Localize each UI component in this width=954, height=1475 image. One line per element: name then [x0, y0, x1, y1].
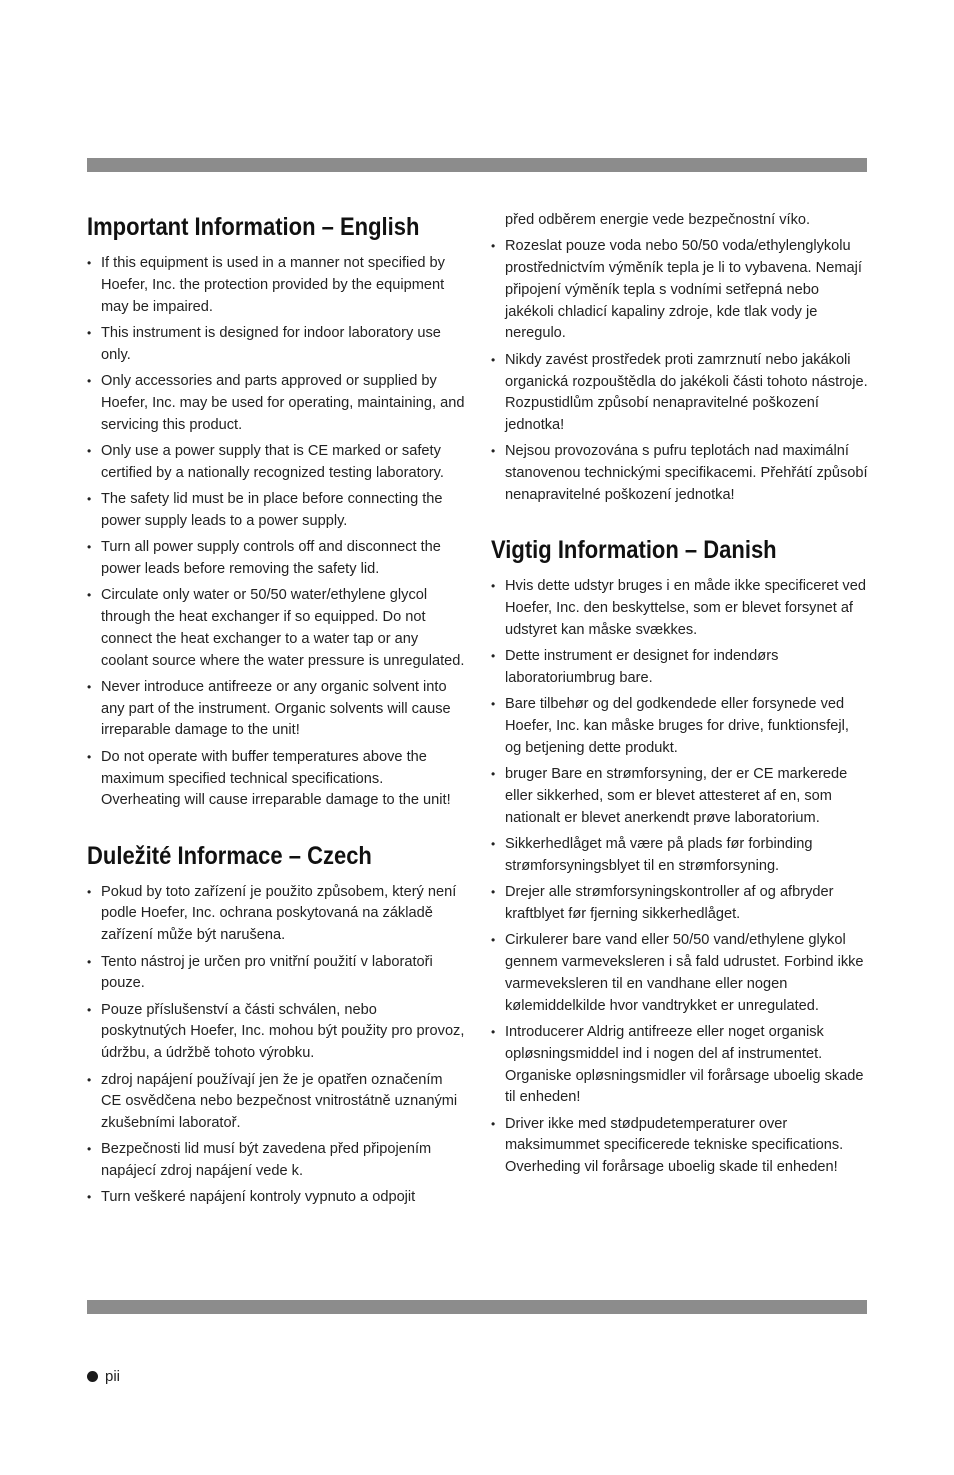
- list-item: • If this equipment is used in a manner not specified by Hoefer, Inc. the protection provided by the equipment may be impaired.: [87, 253, 465, 318]
- list-item: • Tento nástroj je určen pro vnitřní použití v laboratoři pouze.: [87, 952, 465, 996]
- list-item: • Nikdy zavést prostředek proti zamrznutí nebo jakákoli organická rozpouštědla do jakékoli části tohoto nástroje. Rozpustidlům způsobí nenapravitelné poškození jednotka!: [491, 350, 869, 437]
- list-item: • Introducerer Aldrig antifreeze eller noget organisk opløsningsmiddel ind i nogen del af instrumentet. Organiske opløsningsmidler vil forårsage uboelig skade til enheden!: [491, 1022, 869, 1109]
- bottom-rule: [87, 1300, 867, 1314]
- list-item: • Sikkerhedlåget må være på plads før forbinding strømforsyningsblyet til en strømforsyning.: [491, 834, 869, 878]
- danish-heading: Vigtig Information – Danish: [491, 536, 777, 565]
- list-item: • Turn veškeré napájení kontroly vypnuto a odpojit: [87, 1187, 465, 1209]
- list-item: • Hvis dette udstyr bruges i en måde ikke specificeret ved Hoefer, Inc. den beskyttelse, som er blevet forsynet af udstyret kan måske svækkes.: [491, 576, 869, 641]
- english-heading: Important Information – English: [87, 213, 420, 241]
- list-item: • zdroj napájení používají jen že je opatřen označením CE osvědčena nebo bezpečnost vnitrostátně uznanými zkušebními laboratoř.: [87, 1070, 465, 1135]
- right-column: [491, 210, 869, 1184]
- list-item: • Never introduce antifreeze or any organic solvent into any part of the instrument. Organic solvents will cause irreparable damage to the unit!: [87, 677, 465, 742]
- czech-heading: Duležité Informace – Czech: [87, 841, 372, 870]
- list-item: • bruger Bare en strømforsyning, der er CE markerede eller sikkerhed, som er blevet attesteret af en, som nationalt er blevet anerkendt prøve laboratorium.: [491, 764, 869, 829]
- list-item: • Cirkulerer bare vand eller 50/50 vand/ethylene glykol gennem varmeveksleren i så fald udrustet. Forbind ikke varmeveksleren til en vandhane eller nogen kølemiddelkilde hvor vandtrykket er unregulated.: [491, 930, 869, 1017]
- list-item: • Only accessories and parts approved or supplied by Hoefer, Inc. may be used for operating, maintaining, and servicing this product.: [87, 371, 465, 436]
- list-item: • Rozeslat pouze voda nebo 50/50 voda/ethylenglykolu prostřednictvím výměník tepla je li to vybavena. Nemají připojení výměník tepla s vodními setřepná nebo jakékoli chladicí kapaliny zdroje, kde tlak vody je neregulo.: [491, 236, 869, 345]
- list-item: • Turn all power supply controls off and disconnect the power leads before removing the safety lid.: [87, 537, 465, 581]
- list-item-continued: před odběrem energie vede bezpečnostní víko.: [505, 212, 811, 228]
- left-column: [87, 210, 465, 1214]
- list-item: • Dette instrument er designet for indendørs laboratoriumbrug bare.: [491, 646, 869, 690]
- list-item: • Driver ikke med stødpudetemperaturer over maksimummet specificerede tekniske specifications. Overheding vil forårsage uboelig skade til enheden!: [491, 1114, 869, 1179]
- list-item: • Bare tilbehør og del godkendede eller forsynede ved Hoefer, Inc. kan måske bruges for drive, funktionsfejl, og betjening dette produkt.: [491, 694, 869, 759]
- list-item: • Circulate only water or 50/50 water/ethylene glycol through the heat exchanger if so equipped. Do not connect the heat exchanger to a water tap or any coolant source where the water pressure is unregulated.: [87, 585, 465, 672]
- danish-list: [491, 576, 869, 1179]
- list-item: • Nejsou provozována s pufru teplotách nad maximální stanovenou technickými specifikacemi. Přehřátí způsobí nenapravitelné poškození jednotka!: [491, 441, 869, 506]
- page-number: pii: [105, 1368, 121, 1385]
- czech-list-continued: [491, 210, 869, 507]
- english-list: [87, 253, 465, 812]
- top-rule: [87, 158, 867, 172]
- list-item: • Pokud by toto zařízení je použito způsobem, který není podle Hoefer, Inc. ochrana poskytovaná na základě zařízení může být narušena.: [87, 882, 465, 947]
- list-item: • Do not operate with buffer temperatures above the maximum specified technical specifications. Overheating will cause irreparable damage to the unit!: [87, 747, 465, 812]
- bullet-dot-icon: [87, 1371, 98, 1382]
- list-item: • Pouze příslušenství a části schválen, nebo poskytnutých Hoefer, Inc. mohou být použity pro provoz, údržbu, a údržbě tohoto výrobku.: [87, 1000, 465, 1065]
- list-item: • Drejer alle strømforsyningskontroller af og afbryder kraftblyet før fjerning sikkerhedlåget.: [491, 882, 869, 926]
- list-item: • Bezpečnosti lid musí být zavedena před připojením napájecí zdroj napájení vede k.: [87, 1139, 465, 1183]
- list-item: • Only use a power supply that is CE marked or safety certified by a nationally recognized testing laboratory.: [87, 441, 465, 485]
- list-item: • This instrument is designed for indoor laboratory use only.: [87, 323, 465, 367]
- page-footer: [87, 1368, 120, 1385]
- czech-list: [87, 882, 465, 1210]
- list-item: • The safety lid must be in place before connecting the power supply leads to a power supply.: [87, 489, 465, 533]
